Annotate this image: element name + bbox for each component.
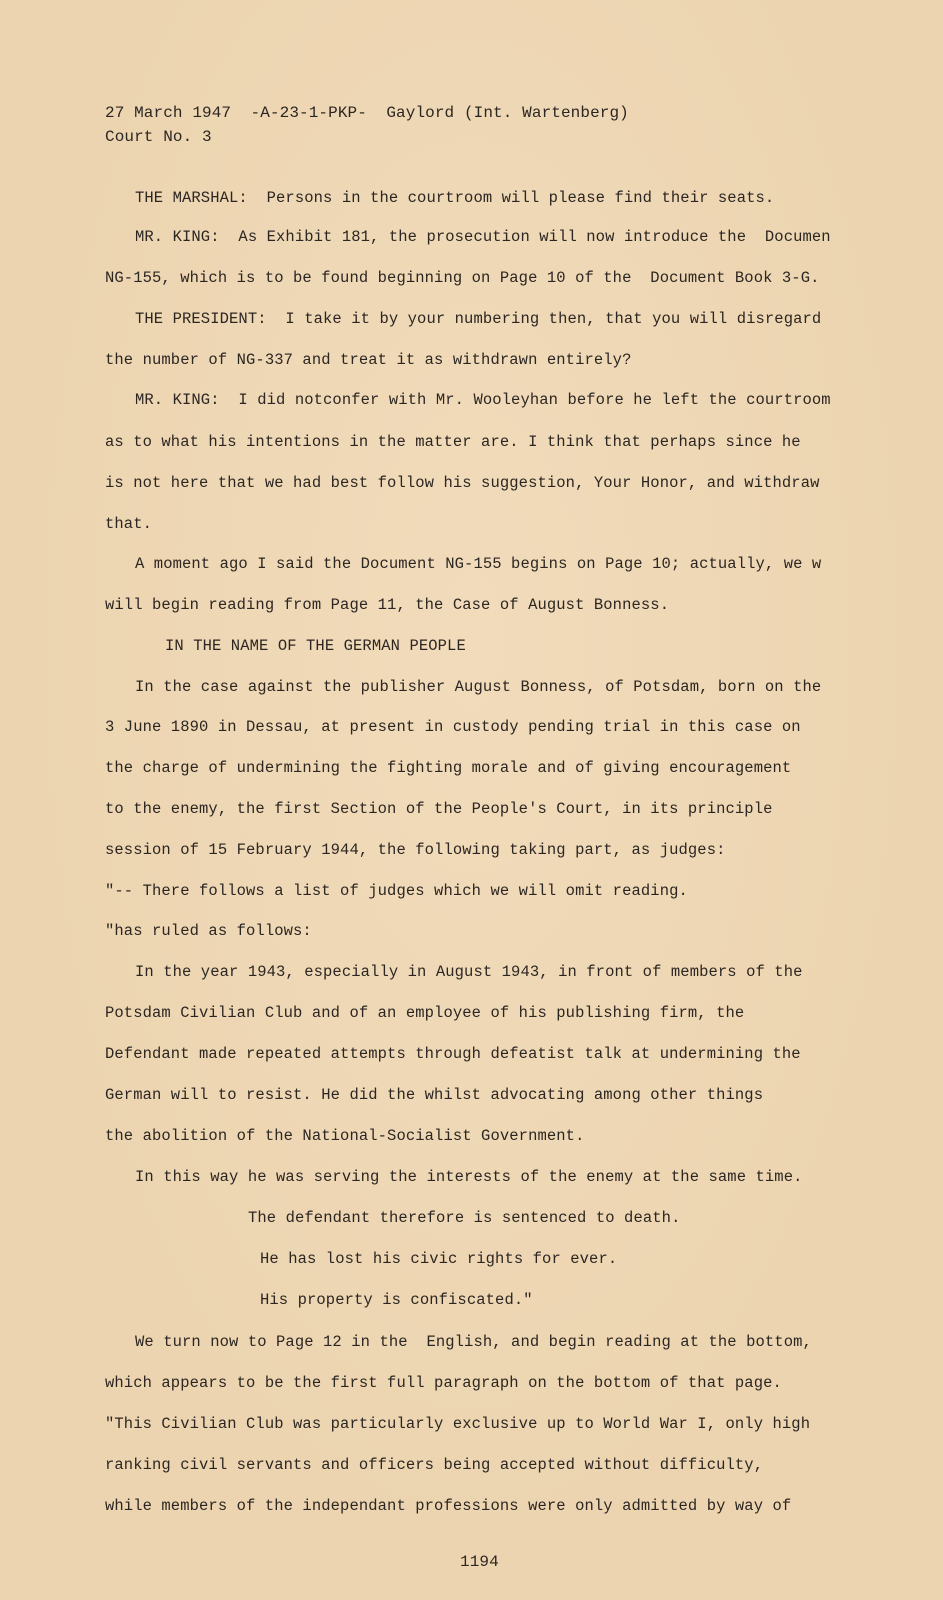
- body-line: that.: [105, 515, 153, 533]
- sentence-line: The defendant therefore is sentenced to death.: [248, 1209, 681, 1227]
- section-heading: IN THE NAME OF THE GERMAN PEOPLE: [165, 637, 466, 655]
- body-line: "has ruled as follows:: [105, 922, 312, 940]
- body-line: We turn now to Page 12 in the English, and begin reading at the bottom,: [135, 1333, 812, 1351]
- body-line: "This Civilian Club was particularly exclusive up to World War I, only high: [105, 1415, 811, 1433]
- body-line: which appears to be the first full paragraph on the bottom of that page.: [105, 1374, 782, 1392]
- body-line: A moment ago I said the Document NG-155 begins on Page 10; actually, we w: [135, 555, 822, 573]
- header-date-line: 27 March 1947 -A-23-1-PKP- Gaylord (Int. Wartenberg): [105, 104, 629, 122]
- body-line: "-- There follows a list of judges which we will omit reading.: [105, 882, 688, 900]
- body-line: MR. KING: As Exhibit 181, the prosecution will now introduce the Documen: [135, 228, 831, 246]
- sentence-line: His property is confiscated.": [260, 1291, 533, 1309]
- body-line: In the case against the publisher August Bonness, of Potsdam, born on the: [135, 678, 822, 696]
- body-line: the charge of undermining the fighting morale and of giving encouragement: [105, 759, 792, 777]
- body-line: ranking civil servants and officers being accepted without difficulty,: [105, 1456, 764, 1474]
- sentence-line: He has lost his civic rights for ever.: [260, 1250, 618, 1268]
- body-line: to the enemy, the first Section of the People's Court, in its principle: [105, 800, 773, 818]
- body-line: while members of the independant professions were only admitted by way of: [105, 1497, 792, 1515]
- body-line: is not here that we had best follow his suggestion, Your Honor, and withdraw: [105, 474, 820, 492]
- body-line: the abolition of the National-Socialist Government.: [105, 1127, 585, 1145]
- body-line: the number of NG-337 and treat it as withdrawn entirely?: [105, 351, 632, 369]
- body-line: THE MARSHAL: Persons in the courtroom will please find their seats.: [135, 189, 775, 207]
- page-number: 1194: [460, 1553, 499, 1571]
- body-line: as to what his intentions in the matter are. I think that perhaps since he: [105, 433, 801, 451]
- body-line: THE PRESIDENT: I take it by your numbering then, that you will disregard: [135, 310, 822, 328]
- body-line: In the year 1943, especially in August 1943, in front of members of the: [135, 963, 803, 981]
- header-court-line: Court No. 3: [105, 128, 212, 146]
- body-line: German will to resist. He did the whilst advocating among other things: [105, 1086, 764, 1104]
- body-line: NG-155, which is to be found beginning on Page 10 of the Document Book 3-G.: [105, 269, 820, 287]
- body-line: will begin reading from Page 11, the Case of August Bonness.: [105, 596, 670, 614]
- body-line: Defendant made repeated attempts through defeatist talk at undermining the: [105, 1045, 801, 1063]
- body-line: session of 15 February 1944, the following taking part, as judges:: [105, 841, 726, 859]
- body-line: In this way he was serving the interests of the enemy at the same time.: [135, 1168, 803, 1186]
- body-line: 3 June 1890 in Dessau, at present in custody pending trial in this case on: [105, 718, 801, 736]
- body-line: MR. KING: I did notconfer with Mr. Wooleyhan before he left the courtroom: [135, 391, 831, 409]
- body-line: Potsdam Civilian Club and of an employee of his publishing firm, the: [105, 1004, 745, 1022]
